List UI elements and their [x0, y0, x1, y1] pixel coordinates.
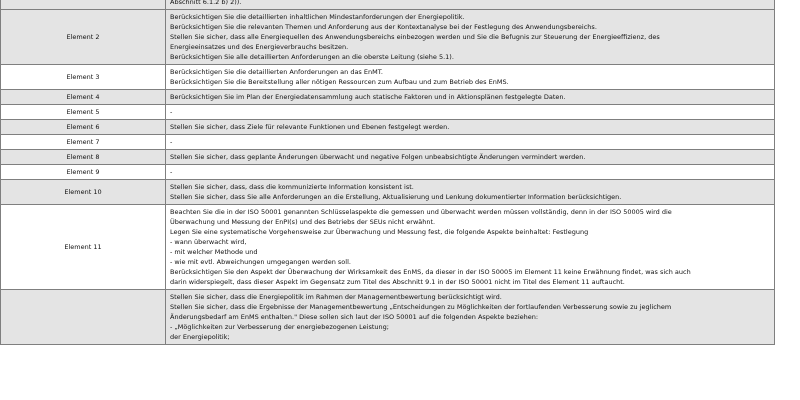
element-label-cell[interactable]: Element 10	[1, 180, 166, 205]
requirement-line: - mit welcher Methode und	[170, 248, 258, 256]
element-label-cell[interactable]: Element 5	[1, 105, 166, 120]
requirement-text-cell[interactable]	[166, 105, 775, 120]
element-label-cell[interactable]: Element 8	[1, 150, 166, 165]
requirement-line: Stellen Sie sicher, dass die Ergebnisse der Managementbewertung „Entscheidungen zu Möglichkeiten der fortlaufenden Verbesserung sowie zu jeglichem	[170, 303, 672, 311]
requirement-text-cell[interactable]	[166, 290, 775, 345]
requirement-line: Stellen Sie sicher, dass, dass die kommunizierte Information konsistent ist.	[170, 183, 414, 191]
requirement-line: Energieeinsatzes und des Energieverbrauchs besitzen.	[170, 43, 349, 51]
requirement-line: Berücksichtigen Sie die detaillierten Anforderungen an das EnMT.	[170, 68, 383, 76]
requirement-line: Stellen Sie sicher, dass die Energiepolitik im Rahmen der Managementbewertung berücksichtigt wird.	[170, 293, 502, 301]
requirement-line: darin widerspiegelt, dass dieser Aspekt im Gegensatz zum Titel des Abschnitt 9.1 in der ISO 50001 nicht im Titel des Element 11 auftaucht.	[170, 278, 625, 286]
requirement-text-cell[interactable]	[166, 205, 775, 290]
element-label-cell[interactable]: Element 11	[1, 205, 166, 290]
table-row	[1, 120, 775, 135]
requirement-text-cell[interactable]	[166, 10, 775, 65]
table-row	[1, 165, 775, 180]
requirement-text-cell[interactable]	[166, 65, 775, 90]
table-row	[1, 65, 775, 90]
table-row	[1, 290, 775, 345]
requirement-line: Berücksichtigen Sie die relevanten Themen und Anforderung aus der Kontextanalyse bei der Festlegung des Anwendungsbereichs.	[170, 23, 597, 31]
requirement-line: Abschnitt 6.1.2 b) 2)).	[170, 0, 242, 6]
requirement-line: Berücksichtigen Sie die Bereitstellung aller nötigen Ressourcen zum Aufbau und zum Betrieb des EnMS.	[170, 78, 509, 86]
requirement-text-cell[interactable]	[166, 90, 775, 105]
requirement-line: Stellen Sie sicher, dass Sie alle Anforderungen an die Erstellung, Aktualisierung und Lenkung dokumentierter Information berücksichtigen.	[170, 193, 622, 201]
requirement-line: Stellen Sie sicher, dass geplante Änderungen überwacht und negative Folgen unbeabsichtigte Änderungen vermindert werden.	[170, 153, 586, 161]
element-label-cell[interactable]: Element 4	[1, 90, 166, 105]
table-row	[1, 150, 775, 165]
requirement-line: der Energiepolitik;	[170, 333, 230, 341]
requirement-line: Berücksichtigen Sie alle detaillierten Anforderungen an die oberste Leitung (siehe 5.1).	[170, 53, 454, 61]
table-row	[1, 90, 775, 105]
requirement-line: - wie mit evtl. Abweichungen umgegangen werden soll.	[170, 258, 351, 266]
requirement-line: Berücksichtigen Sie die detaillierten inhaltlichen Mindestanforderungen der Energiepolitik.	[170, 13, 465, 21]
element-label-cell[interactable]: Element 2	[1, 10, 166, 65]
element-label-cell[interactable]	[1, 0, 166, 10]
requirement-line: -	[170, 138, 173, 146]
table-row	[1, 180, 775, 205]
element-label-cell[interactable]: Element 7	[1, 135, 166, 150]
requirement-line: Berücksichtigen Sie den Aspekt der Überwachung der Wirksamkeit des EnMS, da dieser in der ISO 50005 im Element 11 keine Erwähnung findet, was sich auch	[170, 268, 691, 276]
requirement-line: Stellen Sie sicher, dass Ziele für relevante Funktionen und Ebenen festgelegt werden.	[170, 123, 450, 131]
table-row	[1, 135, 775, 150]
requirement-line: Stellen Sie sicher, dass alle Energiequellen des Anwendungsbereichs einbezogen werden und Sie die Befugnis zur Steuerung der Energieeffizienz, des	[170, 33, 660, 41]
requirement-text-cell[interactable]	[166, 135, 775, 150]
table-row	[1, 0, 775, 10]
requirement-line: -	[170, 168, 173, 176]
requirement-text-cell[interactable]	[166, 180, 775, 205]
requirement-line: Berücksichtigen Sie im Plan der Energiedatensammlung auch statische Faktoren und in Aktionsplänen festgelegte Daten.	[170, 93, 566, 101]
requirement-text-cell[interactable]	[166, 165, 775, 180]
table-row	[1, 105, 775, 120]
requirement-line: Legen Sie eine systematische Vorgehensweise zur Überwachung und Messung fest, die folgende Aspekte beinhaltet: Festlegung	[170, 228, 589, 236]
element-label-cell[interactable]	[1, 290, 166, 345]
table-row	[1, 10, 775, 65]
requirement-line: Änderungsbedarf am EnMS enthalten." Diese sollen sich laut der ISO 50001 auf die folgenden Aspekte beziehen:	[170, 313, 539, 321]
requirement-text-cell[interactable]	[166, 120, 775, 135]
requirement-line: Beachten Sie die in der ISO 50001 genannten Schlüsselaspekte die gemessen und überwacht werden müssen vollständig, denn in der ISO 50005 wird die	[170, 208, 672, 216]
requirement-line: -	[170, 108, 173, 116]
element-label-cell[interactable]: Element 3	[1, 65, 166, 90]
requirement-line: Überwachung und Messung der EnPI(s) und des Betriebs der SEUs nicht erwähnt.	[170, 218, 436, 226]
element-label-cell[interactable]: Element 9	[1, 165, 166, 180]
requirement-text-cell[interactable]	[166, 0, 775, 10]
element-label-cell[interactable]: Element 6	[1, 120, 166, 135]
requirement-text-cell[interactable]	[166, 150, 775, 165]
requirement-line: - wann überwacht wird,	[170, 238, 247, 246]
requirement-line: - „Möglichkeiten zur Verbesserung der energiebezogenen Leistung;	[170, 323, 389, 331]
table-row	[1, 205, 775, 290]
